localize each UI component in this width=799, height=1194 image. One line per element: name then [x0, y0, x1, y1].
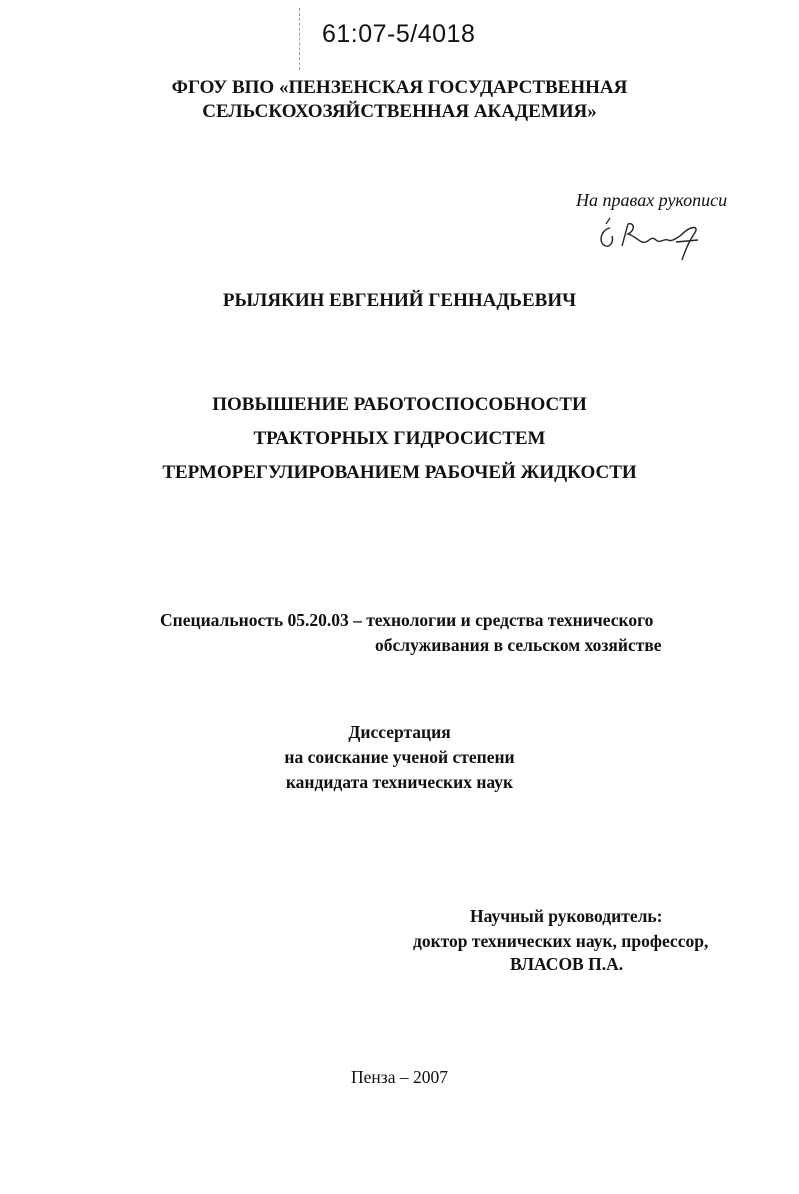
specialty-line-1: Специальность 05.20.03 – технологии и средства технического — [160, 610, 654, 630]
dissertation-degree-line-2: кандидата технических наук — [285, 772, 514, 792]
organization-line-2: СЕЛЬСКОХОЗЯЙСТВЕННАЯ АКАДЕМИЯ» — [202, 101, 597, 122]
dissertation-degree-line-1: на соискание ученой степени — [284, 747, 515, 767]
thesis-title-line-1: ПОВЫШЕНИЕ РАБОТОСПОСОБНОСТИ — [212, 394, 587, 415]
supervisor-degree: доктор технических наук, профессор, — [413, 931, 709, 951]
specialty-line-2: обслуживания в сельском хозяйстве — [375, 635, 662, 655]
supervisor-name: ВЛАСОВ П.А. — [510, 954, 624, 974]
city-year: Пенза – 2007 — [351, 1067, 448, 1087]
thesis-title-line-2: ТРАКТОРНЫХ ГИДРОСИСТЕМ — [253, 428, 546, 449]
handwritten-signature — [596, 214, 706, 264]
supervisor-label: Научный руководитель: — [470, 906, 663, 926]
dissertation-label: Диссертация — [348, 722, 451, 742]
author-name: РЫЛЯКИН ЕВГЕНИЙ ГЕННАДЬЕВИЧ — [222, 290, 577, 311]
organization-line-1: ФГОУ ВПО «ПЕНЗЕНСКАЯ ГОСУДАРСТВЕННАЯ — [171, 77, 628, 98]
scan-artifact-line — [299, 8, 300, 70]
thesis-title-line-3: ТЕРМОРЕГУЛИРОВАНИЕМ РАБОЧЕЙ ЖИДКОСТИ — [162, 462, 637, 483]
manuscript-rights-note: На правах рукописи — [576, 190, 728, 210]
catalog-code: 61:07-5/4018 — [322, 20, 476, 48]
